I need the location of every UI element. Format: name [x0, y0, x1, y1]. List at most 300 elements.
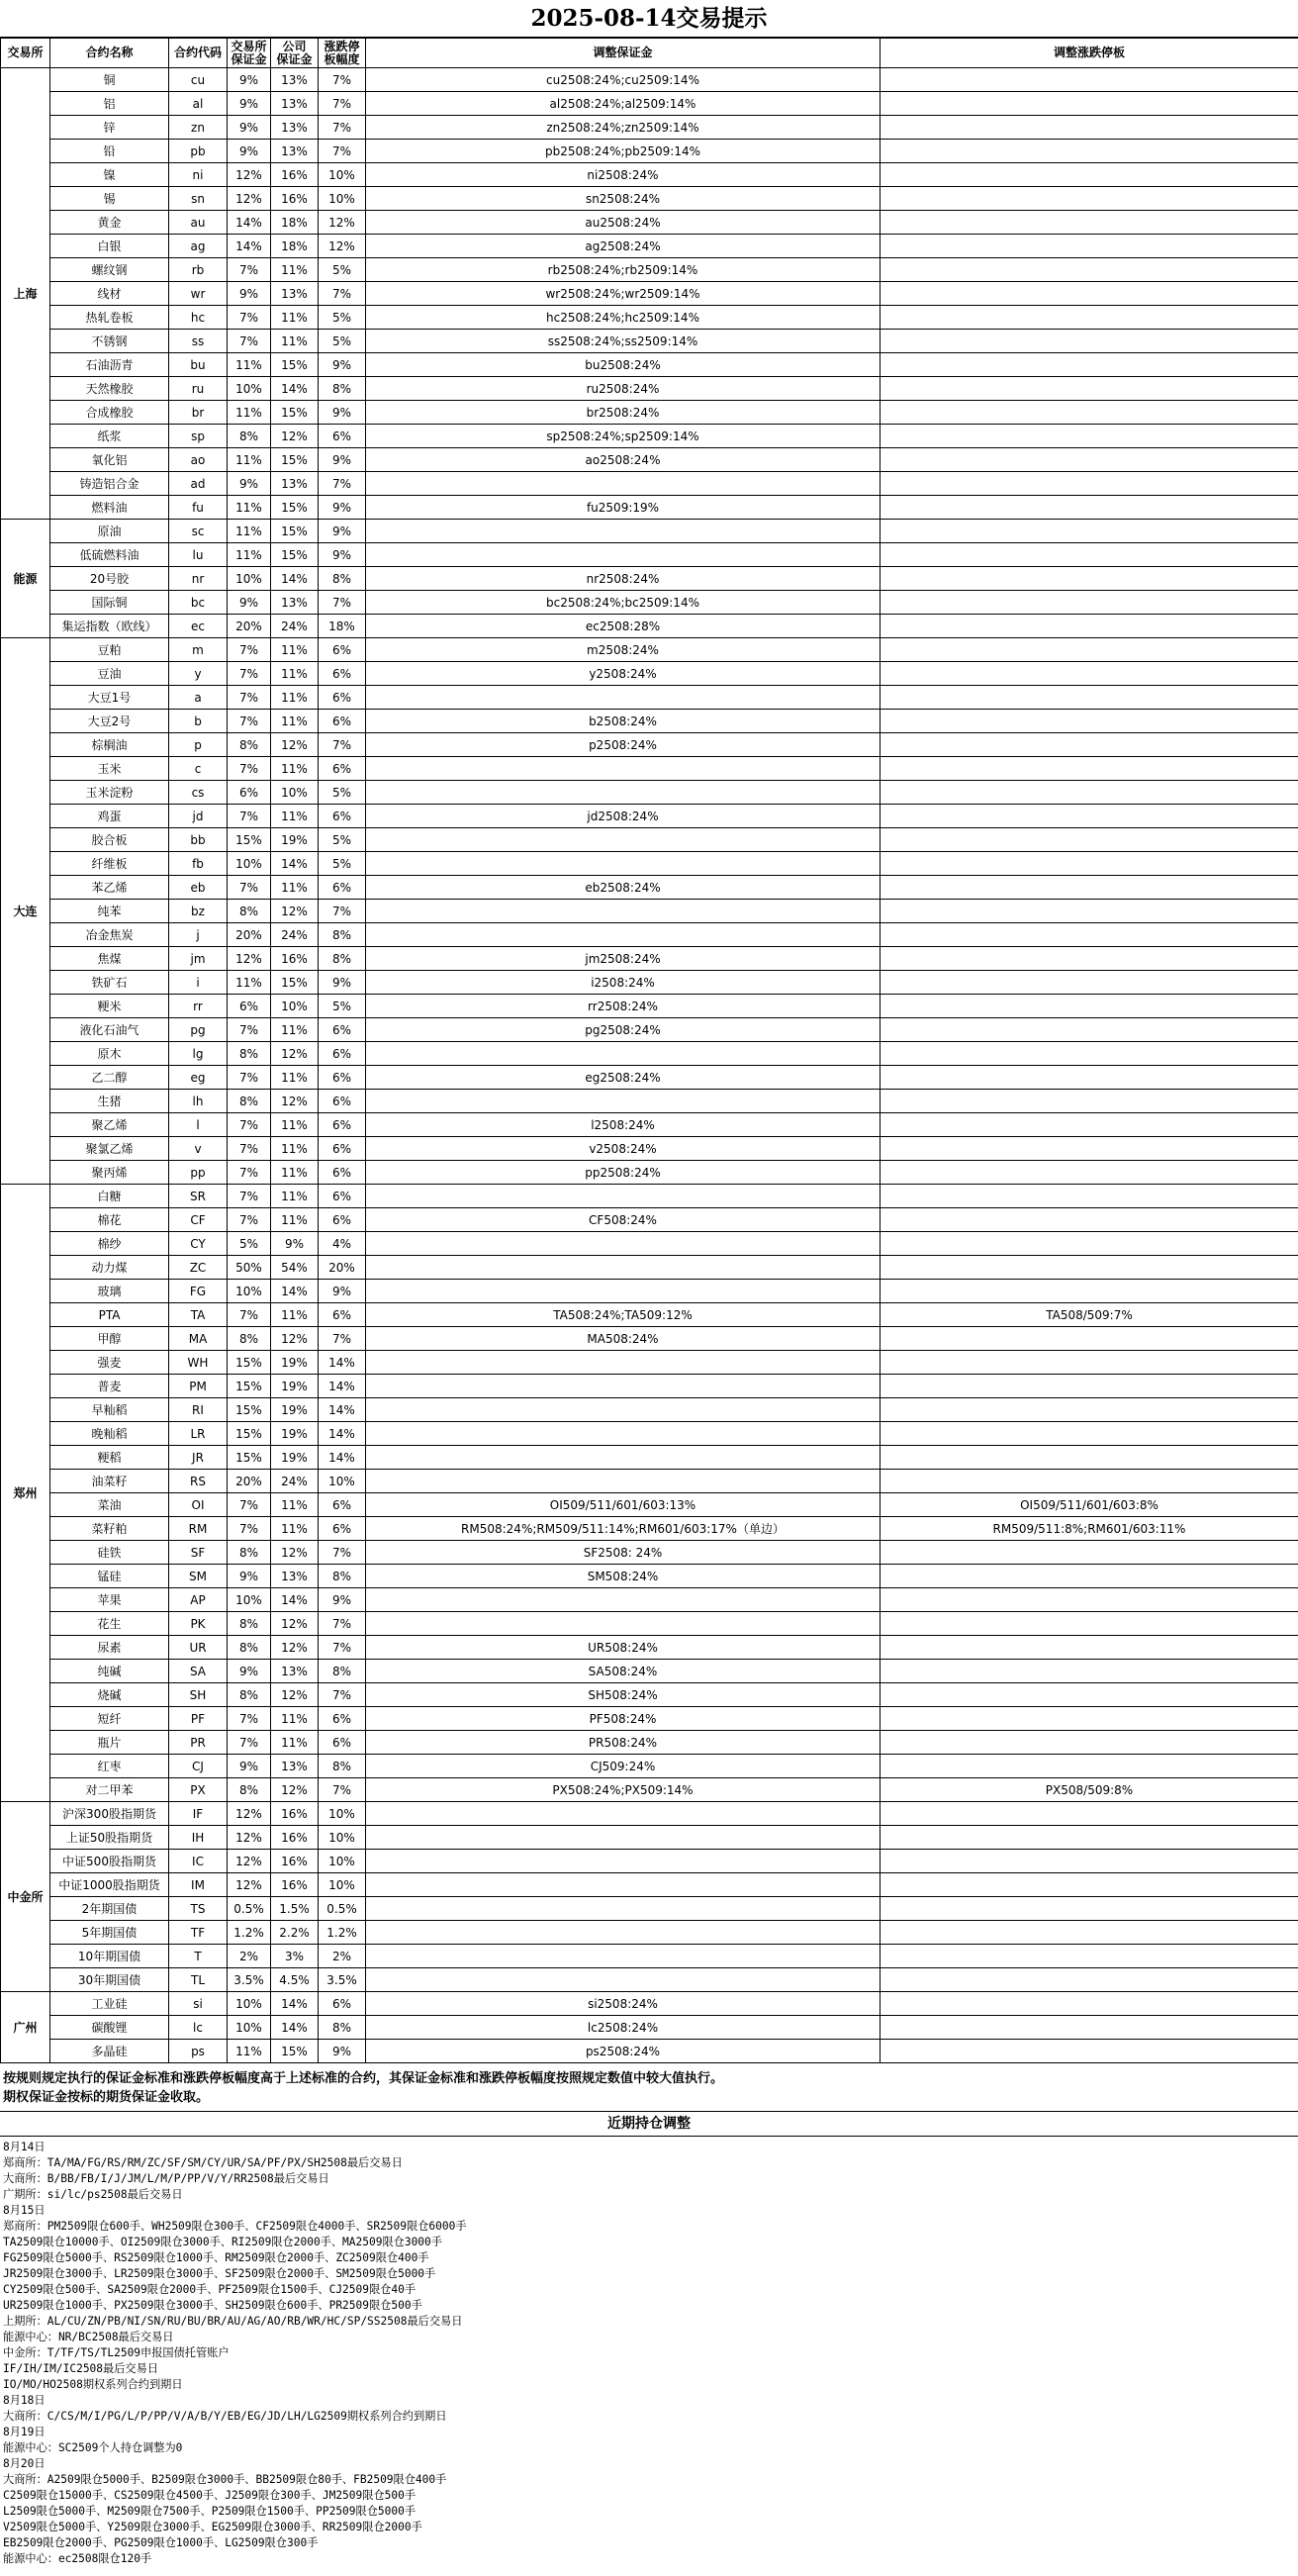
contract-name-cell: 纤维板: [50, 852, 169, 876]
adjusted-margin-cell: [366, 1612, 881, 1636]
contract-code-cell: au: [169, 211, 228, 235]
exchange-margin-cell: 8%: [228, 733, 271, 757]
company-margin-cell: 11%: [271, 1493, 319, 1517]
company-margin-cell: 3%: [271, 1945, 319, 1968]
company-margin-cell: 11%: [271, 757, 319, 781]
price-limit-cell: 9%: [319, 543, 366, 567]
contract-name-cell: 粳稻: [50, 1446, 169, 1470]
company-margin-cell: 11%: [271, 1113, 319, 1137]
company-margin-cell: 14%: [271, 377, 319, 401]
adjusted-limit-cell: [881, 1992, 1298, 2016]
adjusted-margin-cell: [366, 852, 881, 876]
adjusted-margin-cell: [366, 1873, 881, 1897]
contract-code-cell: wr: [169, 282, 228, 306]
contract-name-cell: 甲醇: [50, 1327, 169, 1351]
contract-code-cell: PR: [169, 1731, 228, 1755]
adjusted-margin-cell: [366, 1588, 881, 1612]
price-limit-cell: 6%: [319, 1042, 366, 1066]
company-margin-cell: 11%: [271, 1066, 319, 1090]
contract-code-cell: rb: [169, 258, 228, 282]
price-limit-cell: 6%: [319, 1113, 366, 1137]
price-limit-cell: 12%: [319, 211, 366, 235]
company-margin-cell: 11%: [271, 805, 319, 828]
adjusted-margin-cell: [366, 900, 881, 923]
contract-name-cell: 菜油: [50, 1493, 169, 1517]
adjusted-limit-cell: [881, 1351, 1298, 1375]
price-limit-cell: 6%: [319, 662, 366, 686]
contract-code-cell: T: [169, 1945, 228, 1968]
table-row: [1, 971, 1298, 995]
table-row: [1, 1921, 1298, 1945]
table-row: [1, 876, 1298, 900]
price-limit-cell: 4%: [319, 1232, 366, 1256]
log-line: 8月15日: [3, 2204, 46, 2217]
adjusted-limit-cell: [881, 163, 1298, 187]
contract-code-cell: y: [169, 662, 228, 686]
exchange-margin-cell: 8%: [228, 1683, 271, 1707]
exchange-margin-cell: 15%: [228, 1398, 271, 1422]
contract-name-cell: 聚乙烯: [50, 1113, 169, 1137]
contract-name-cell: 胶合板: [50, 828, 169, 852]
adjusted-margin-cell: zn2508:24%;zn2509:14%: [366, 116, 881, 140]
table-row: [1, 1850, 1298, 1873]
adjusted-margin-cell: ps2508:24%: [366, 2040, 881, 2063]
contract-code-cell: i: [169, 971, 228, 995]
company-margin-cell: 11%: [271, 1303, 319, 1327]
table-row: [1, 520, 1298, 543]
company-margin-cell: 13%: [271, 591, 319, 615]
contract-code-cell: jm: [169, 947, 228, 971]
table-row: [1, 1541, 1298, 1565]
price-limit-cell: 6%: [319, 1018, 366, 1042]
contract-name-cell: 铁矿石: [50, 971, 169, 995]
contract-name-cell: 原木: [50, 1042, 169, 1066]
contract-name-cell: 纸浆: [50, 425, 169, 448]
company-margin-cell: 14%: [271, 2016, 319, 2040]
exchange-margin-cell: 20%: [228, 1470, 271, 1493]
contract-name-cell: 氧化铝: [50, 448, 169, 472]
contract-code-cell: TA: [169, 1303, 228, 1327]
log-line: L2509限仓5000手、M2509限仓7500手、P2509限仓1500手、PP2509限仓5000手: [3, 2505, 417, 2518]
log-line: 8月14日: [3, 2141, 46, 2153]
exchange-margin-cell: 9%: [228, 282, 271, 306]
adjusted-limit-cell: [881, 1636, 1298, 1660]
price-limit-cell: 5%: [319, 852, 366, 876]
contract-name-cell: 沪深300股指期货: [50, 1802, 169, 1826]
page-title: 2025-08-14交易提示: [0, 0, 1298, 38]
adjusted-margin-cell: CF508:24%: [366, 1208, 881, 1232]
adjusted-margin-cell: [366, 1968, 881, 1992]
exchange-margin-cell: 50%: [228, 1256, 271, 1280]
company-margin-cell: 19%: [271, 828, 319, 852]
contract-code-cell: ZC: [169, 1256, 228, 1280]
log-line: IO/MO/HO2508期权系列合约到期日: [3, 2378, 183, 2391]
position-adjustment-title: 近期持仓调整: [0, 2112, 1298, 2137]
exchange-margin-cell: 15%: [228, 1375, 271, 1398]
price-limit-cell: 7%: [319, 282, 366, 306]
price-limit-cell: 8%: [319, 377, 366, 401]
contract-code-cell: ps: [169, 2040, 228, 2063]
adjusted-margin-cell: [366, 828, 881, 852]
adjusted-limit-cell: [881, 1042, 1298, 1066]
company-margin-cell: 18%: [271, 211, 319, 235]
adjusted-limit-cell: [881, 733, 1298, 757]
contract-code-cell: CY: [169, 1232, 228, 1256]
contract-code-cell: IF: [169, 1802, 228, 1826]
contract-name-cell: 中证500股指期货: [50, 1850, 169, 1873]
table-row: [1, 1232, 1298, 1256]
adjusted-limit-cell: [881, 567, 1298, 591]
contract-name-cell: 螺纹钢: [50, 258, 169, 282]
price-limit-cell: 1.2%: [319, 1921, 366, 1945]
exchange-margin-cell: 7%: [228, 1517, 271, 1541]
exchange-margin-cell: 7%: [228, 686, 271, 710]
company-margin-cell: 13%: [271, 472, 319, 496]
adjusted-limit-cell: [881, 1660, 1298, 1683]
contract-code-cell: m: [169, 638, 228, 662]
price-limit-cell: 18%: [319, 615, 366, 638]
table-row: [1, 1707, 1298, 1731]
exchange-margin-cell: 9%: [228, 140, 271, 163]
adjusted-margin-cell: [366, 472, 881, 496]
price-limit-cell: 7%: [319, 116, 366, 140]
contract-name-cell: 锡: [50, 187, 169, 211]
adjusted-limit-cell: [881, 140, 1298, 163]
price-limit-cell: 0.5%: [319, 1897, 366, 1921]
exchange-margin-cell: 12%: [228, 163, 271, 187]
log-line: 郑商所：TA/MA/FG/RS/RM/ZC/SF/SM/CY/UR/SA/PF/PX/SH2508最后交易日: [3, 2156, 403, 2169]
table-row: [1, 1090, 1298, 1113]
contract-name-cell: 早籼稻: [50, 1398, 169, 1422]
adjusted-margin-cell: sn2508:24%: [366, 187, 881, 211]
price-limit-cell: 10%: [319, 187, 366, 211]
table-row: [1, 1137, 1298, 1161]
contract-name-cell: 聚氯乙烯: [50, 1137, 169, 1161]
contract-name-cell: 上证50股指期货: [50, 1826, 169, 1850]
price-limit-cell: 7%: [319, 68, 366, 92]
adjusted-limit-cell: [881, 1707, 1298, 1731]
table-row: [1, 1565, 1298, 1588]
table-row: [1, 1280, 1298, 1303]
contract-code-cell: l: [169, 1113, 228, 1137]
price-limit-cell: 9%: [319, 971, 366, 995]
table-row: [1, 543, 1298, 567]
contract-code-cell: hc: [169, 306, 228, 330]
price-limit-cell: 7%: [319, 591, 366, 615]
contract-code-cell: p: [169, 733, 228, 757]
company-margin-cell: 15%: [271, 401, 319, 425]
table-row: [1, 1660, 1298, 1683]
adjusted-limit-cell: [881, 92, 1298, 116]
contract-code-cell: RS: [169, 1470, 228, 1493]
company-margin-cell: 11%: [271, 1731, 319, 1755]
contract-code-cell: bz: [169, 900, 228, 923]
price-limit-cell: 6%: [319, 805, 366, 828]
adjusted-limit-cell: [881, 353, 1298, 377]
contract-code-cell: ag: [169, 235, 228, 258]
adjusted-limit-cell: [881, 2016, 1298, 2040]
table-row: [1, 1826, 1298, 1850]
price-limit-cell: 7%: [319, 140, 366, 163]
company-margin-cell: 16%: [271, 1826, 319, 1850]
adjusted-margin-cell: [366, 1897, 881, 1921]
contract-code-cell: TS: [169, 1897, 228, 1921]
contract-code-cell: cs: [169, 781, 228, 805]
table-row: [1, 852, 1298, 876]
adjusted-margin-cell: [366, 1470, 881, 1493]
adjusted-margin-cell: y2508:24%: [366, 662, 881, 686]
table-row: [1, 140, 1298, 163]
price-limit-cell: 20%: [319, 1256, 366, 1280]
contract-code-cell: bb: [169, 828, 228, 852]
exchange-margin-cell: 7%: [228, 757, 271, 781]
contract-name-cell: 红枣: [50, 1755, 169, 1778]
company-margin-cell: 11%: [271, 330, 319, 353]
adjusted-limit-cell: [881, 1232, 1298, 1256]
adjusted-limit-cell: [881, 1470, 1298, 1493]
adjusted-limit-cell: [881, 2040, 1298, 2063]
table-row: [1, 1375, 1298, 1398]
contract-code-cell: TF: [169, 1921, 228, 1945]
company-margin-cell: 13%: [271, 1565, 319, 1588]
contract-code-cell: bu: [169, 353, 228, 377]
table-row: [1, 1042, 1298, 1066]
adjusted-margin-cell: [366, 1802, 881, 1826]
table-row: [1, 282, 1298, 306]
exchange-margin-cell: 7%: [228, 258, 271, 282]
company-margin-cell: 14%: [271, 1588, 319, 1612]
price-limit-cell: 6%: [319, 1090, 366, 1113]
price-limit-cell: 6%: [319, 1517, 366, 1541]
exchange-margin-cell: 7%: [228, 1707, 271, 1731]
log-line: UR2509限仓1000手、PX2509限仓3000手、SH2509限仓600手、PR2509限仓500手: [3, 2299, 422, 2312]
adjusted-margin-cell: v2508:24%: [366, 1137, 881, 1161]
adjusted-limit-cell: [881, 1256, 1298, 1280]
table-row: [1, 330, 1298, 353]
table-row: [1, 496, 1298, 520]
company-margin-cell: 16%: [271, 163, 319, 187]
adjusted-limit-cell: [881, 1161, 1298, 1185]
adjusted-margin-cell: UR508:24%: [366, 1636, 881, 1660]
contract-name-cell: 20号胶: [50, 567, 169, 591]
price-limit-cell: 6%: [319, 1731, 366, 1755]
exchange-margin-cell: 6%: [228, 781, 271, 805]
price-limit-cell: 7%: [319, 1778, 366, 1802]
exchange-margin-cell: 8%: [228, 1327, 271, 1351]
company-margin-cell: 19%: [271, 1351, 319, 1375]
price-limit-cell: 7%: [319, 92, 366, 116]
company-margin-cell: 18%: [271, 235, 319, 258]
price-limit-cell: 9%: [319, 2040, 366, 2063]
company-margin-cell: 54%: [271, 1256, 319, 1280]
adjusted-margin-cell: l2508:24%: [366, 1113, 881, 1137]
exchange-margin-cell: 7%: [228, 1066, 271, 1090]
adjusted-limit-cell: [881, 876, 1298, 900]
company-margin-cell: 1.5%: [271, 1897, 319, 1921]
contract-code-cell: c: [169, 757, 228, 781]
contract-code-cell: j: [169, 923, 228, 947]
contract-name-cell: 铸造铝合金: [50, 472, 169, 496]
adjusted-margin-cell: PX508:24%;PX509:14%: [366, 1778, 881, 1802]
exchange-margin-cell: 7%: [228, 662, 271, 686]
adjusted-margin-cell: pb2508:24%;pb2509:14%: [366, 140, 881, 163]
adjusted-margin-cell: [366, 1921, 881, 1945]
adjusted-limit-cell: [881, 401, 1298, 425]
table-row: [1, 1066, 1298, 1090]
price-limit-cell: 7%: [319, 1327, 366, 1351]
price-limit-cell: 7%: [319, 1683, 366, 1707]
exchange-margin-cell: 10%: [228, 377, 271, 401]
adjusted-margin-cell: [366, 1042, 881, 1066]
price-limit-cell: 10%: [319, 163, 366, 187]
adjusted-limit-cell: [881, 1731, 1298, 1755]
contract-code-cell: IC: [169, 1850, 228, 1873]
table-row: [1, 92, 1298, 116]
adjusted-limit-cell: [881, 68, 1298, 92]
contract-name-cell: 短纤: [50, 1707, 169, 1731]
exchange-margin-cell: 7%: [228, 1731, 271, 1755]
adjusted-margin-cell: i2508:24%: [366, 971, 881, 995]
price-limit-cell: 8%: [319, 1755, 366, 1778]
exchange-cell: 郑州: [1, 1185, 50, 1802]
exchange-margin-cell: 9%: [228, 68, 271, 92]
contract-code-cell: b: [169, 710, 228, 733]
adjusted-margin-cell: ru2508:24%: [366, 377, 881, 401]
table-row: [1, 1493, 1298, 1517]
contract-name-cell: 豆粕: [50, 638, 169, 662]
exchange-margin-cell: 10%: [228, 567, 271, 591]
adjusted-margin-cell: hc2508:24%;hc2509:14%: [366, 306, 881, 330]
contract-code-cell: al: [169, 92, 228, 116]
table-row: [1, 1256, 1298, 1280]
price-limit-cell: 9%: [319, 1588, 366, 1612]
table-row: [1, 68, 1298, 92]
contract-name-cell: PTA: [50, 1303, 169, 1327]
adjusted-margin-cell: [366, 1280, 881, 1303]
log-line: V2509限仓5000手、Y2509限仓3000手、EG2509限仓3000手、RR2509限仓2000手: [3, 2521, 422, 2533]
price-limit-cell: 9%: [319, 448, 366, 472]
table-row: [1, 187, 1298, 211]
contract-code-cell: bc: [169, 591, 228, 615]
contract-code-cell: SM: [169, 1565, 228, 1588]
table-row: [1, 2040, 1298, 2063]
adjusted-margin-cell: fu2509:19%: [366, 496, 881, 520]
contract-name-cell: 苹果: [50, 1588, 169, 1612]
contract-name-cell: 2年期国债: [50, 1897, 169, 1921]
exchange-margin-cell: 8%: [228, 1090, 271, 1113]
contract-name-cell: 大豆2号: [50, 710, 169, 733]
adjusted-limit-cell: [881, 971, 1298, 995]
table-row: [1, 757, 1298, 781]
price-limit-cell: 5%: [319, 258, 366, 282]
log-line: FG2509限仓5000手、RS2509限仓1000手、RM2509限仓2000手、ZC2509限仓400手: [3, 2251, 429, 2264]
price-limit-cell: 14%: [319, 1446, 366, 1470]
company-margin-cell: 13%: [271, 68, 319, 92]
adjusted-margin-cell: RM508:24%;RM509/511:14%;RM601/603:17%（单边）: [366, 1517, 881, 1541]
contract-name-cell: 纯碱: [50, 1660, 169, 1683]
contract-name-cell: 锰硅: [50, 1565, 169, 1588]
adjusted-limit-cell: [881, 1921, 1298, 1945]
header-exchange: 交易所: [1, 39, 50, 68]
contract-name-cell: 镍: [50, 163, 169, 187]
contract-name-cell: 碳酸锂: [50, 2016, 169, 2040]
price-limit-cell: 9%: [319, 401, 366, 425]
margin-table: [0, 38, 1298, 2063]
contract-name-cell: 燃料油: [50, 496, 169, 520]
price-limit-cell: 6%: [319, 1992, 366, 2016]
table-row: [1, 1683, 1298, 1707]
log-line: 广期所：si/lc/ps2508最后交易日: [3, 2188, 183, 2201]
company-margin-cell: 16%: [271, 947, 319, 971]
table-row: [1, 1778, 1298, 1802]
contract-name-cell: 烧碱: [50, 1683, 169, 1707]
log-line: 能源中心：NR/BC2508最后交易日: [3, 2331, 174, 2343]
adjusted-limit-cell: [881, 543, 1298, 567]
price-limit-cell: 6%: [319, 1707, 366, 1731]
contract-name-cell: 玻璃: [50, 1280, 169, 1303]
contract-name-cell: 动力煤: [50, 1256, 169, 1280]
adjusted-limit-cell: PX508/509:8%: [881, 1778, 1298, 1802]
contract-name-cell: 鸡蛋: [50, 805, 169, 828]
adjusted-margin-cell: [366, 1090, 881, 1113]
adjusted-limit-cell: [881, 1826, 1298, 1850]
contract-code-cell: nr: [169, 567, 228, 591]
table-row: [1, 1968, 1298, 1992]
table-header-row: [1, 39, 1298, 68]
exchange-margin-cell: 9%: [228, 92, 271, 116]
table-row: [1, 377, 1298, 401]
contract-code-cell: eb: [169, 876, 228, 900]
log-line: 8月19日: [3, 2426, 46, 2438]
contract-name-cell: 生猪: [50, 1090, 169, 1113]
contract-code-cell: IM: [169, 1873, 228, 1897]
rules-note-line: 期权保证金按标的期货保证金收取。: [3, 2090, 210, 2105]
table-row: [1, 947, 1298, 971]
adjusted-limit-cell: [881, 710, 1298, 733]
adjusted-margin-cell: SA508:24%: [366, 1660, 881, 1683]
contract-name-cell: 强麦: [50, 1351, 169, 1375]
adjusted-limit-cell: [881, 1398, 1298, 1422]
adjusted-limit-cell: [881, 615, 1298, 638]
contract-name-cell: 黄金: [50, 211, 169, 235]
company-margin-cell: 19%: [271, 1375, 319, 1398]
exchange-margin-cell: 11%: [228, 971, 271, 995]
price-limit-cell: 6%: [319, 638, 366, 662]
position-adjustment-log: [0, 2137, 1298, 2567]
exchange-margin-cell: 14%: [228, 211, 271, 235]
adjusted-margin-cell: bc2508:24%;bc2509:14%: [366, 591, 881, 615]
price-limit-cell: 12%: [319, 235, 366, 258]
adjusted-margin-cell: sp2508:24%;sp2509:14%: [366, 425, 881, 448]
table-row: [1, 638, 1298, 662]
company-margin-cell: 11%: [271, 710, 319, 733]
log-line: 大商所：B/BB/FB/I/J/JM/L/M/P/PP/V/Y/RR2508最后交易日: [3, 2172, 329, 2185]
adjusted-margin-cell: wr2508:24%;wr2509:14%: [366, 282, 881, 306]
contract-name-cell: 线材: [50, 282, 169, 306]
exchange-margin-cell: 11%: [228, 496, 271, 520]
price-limit-cell: 10%: [319, 1470, 366, 1493]
log-line: TA2509限仓10000手、OI2509限仓3000手、RI2509限仓2000手、MA2509限仓3000手: [3, 2236, 442, 2248]
exchange-margin-cell: 20%: [228, 923, 271, 947]
contract-code-cell: v: [169, 1137, 228, 1161]
company-margin-cell: 11%: [271, 638, 319, 662]
adjusted-limit-cell: [881, 1612, 1298, 1636]
exchange-cell: 中金所: [1, 1802, 50, 1992]
exchange-margin-cell: 15%: [228, 828, 271, 852]
adjusted-limit-cell: [881, 211, 1298, 235]
contract-code-cell: lu: [169, 543, 228, 567]
adjusted-margin-cell: lc2508:24%: [366, 2016, 881, 2040]
